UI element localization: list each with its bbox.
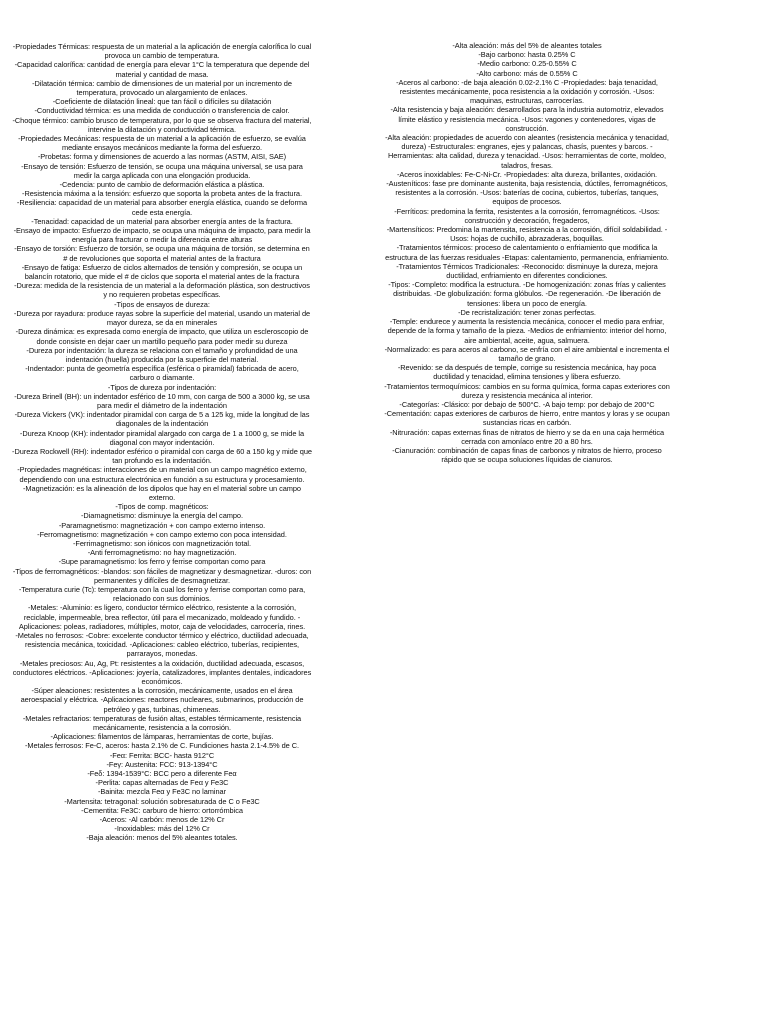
text-entry: -Paramagnetismo: magnetización + con campo externo intenso. <box>58 520 266 530</box>
text-entry: -Bajo carbono: hasta 0.25% C <box>478 50 576 60</box>
text-entry: -De recristalización: tener zonas perfectas. <box>458 307 596 317</box>
text-entry: -Martensíticos: Predomina la martensita, resistencia a la corrosión, difícil soldabilidad. -Usos: hojas de cuchillo, abrazaderas, boquillas. <box>386 225 668 244</box>
text-entry: -Feδ: 1394-1539°C: BCC pero a diferente Feα <box>87 769 237 779</box>
text-entry: -Diamagnetismo: disminuye la energía del campo. <box>81 511 243 521</box>
text-entry: -Coeficiente de dilatación lineal: que tan fácil o difíciles su dilatación <box>52 97 272 107</box>
text-entry: -Dureza Brinell (BH): un indentador esférico de 10 mm, con carga de 500 a 3000 kg, se usa para medir el diámetro de la indentación <box>14 391 310 410</box>
text-entry: -Alta aleación: propiedades de acuerdo con aleantes (resistencia mecánica y tenacidad, dureza) -Estructurales: engranes, ejes y palancas, chasís, puentes y barcos. -Herramientas: alta calidad, dureza y tenacidad. -Usos: herramientas de corte, moldeo, taladros, fresas. <box>385 133 669 170</box>
text-entry: -Metales refractarios: temperaturas de fusión altas, estables térmicamente, resistencia mecánicamente, resistencia a la corrosión. <box>22 713 302 733</box>
right-column <box>382 41 672 464</box>
text-entry: -Metales ferrosos: Fe-C, aceros: hasta 2.1% de C. Fundiciones hasta 2.1-4.5% de C. <box>24 741 299 751</box>
text-entry: -Aplicaciones: filamentos de lámparas, herramientas de corte, bujías. <box>50 732 274 742</box>
text-entry: -Austeníticos: fase pre dominante austenita, baja resistencia, dúctiles, ferromagnéticos, resistentes a la corrosión. -Usos: baterías de cocina, cubiertos, tuberías, tanques, equipos de procesos. <box>386 179 668 207</box>
text-entry: -Resiliencia: capacidad de un material para absorber energía elástica, cuando se deforma cede esta energía. <box>16 198 308 217</box>
text-entry: -Aceros: -Al carbón: menos de 12% Cr <box>99 815 225 825</box>
text-entry: -Inoxidables: más del 12% Cr <box>114 824 210 834</box>
text-entry: -Alto carbono: más de 0.55% C <box>476 68 578 78</box>
text-entry: -Ensayo de torsión: Esfuerzo de torsión, se ocupa una máquina de torsión, se determina en # de revoluciones que soporta el material antes de la fractura <box>14 244 310 263</box>
text-entry: -Propiedades Mecánicas: respuesta de un material a la aplicación de esfuerzo, se evalúa mediante ensayos mecánicos mediante la forma del esfuerzo. <box>18 134 306 153</box>
text-entry: -Tipos de comp. magnéticos: <box>115 502 209 512</box>
text-entry: -Nitruración: capas externas finas de nitratos de hierro y se da en una caja hermética cerrada con amoníaco entre 20 a 80 hrs. <box>389 427 665 446</box>
text-entry: -Dureza Vickers (VK): indentador piramidal con carga de 5 a 125 kg, mide la longitud de las diagonales de la indentación <box>14 410 310 429</box>
text-entry: -Tenacidad: capacidad de un material para absorber energía antes de la fractura. <box>31 216 293 226</box>
text-entry: -Anti ferromagnetismo: no hay magnetización. <box>87 548 237 558</box>
text-entry: -Capacidad calorífica: cantidad de energía para elevar 1°C la temperatura que depende del material y cantidad de masa. <box>14 60 310 79</box>
text-entry: -Ensayo de fatiga: Esfuerzo de ciclos alternados de tensión y compresión, se ocupa un balancín rotatorio, que mide el # de ciclos que soporta el material antes de la fractura <box>21 262 303 282</box>
text-entry: -Categorías: -Clásico: por debajo de 500°C. -A bajo temp: por debajo de 200°C <box>399 399 655 409</box>
text-entry: -Alta aleación: más del 5% de aleantes totales <box>452 41 602 50</box>
text-entry: -Normalizado: es para aceros al carbono, se enfría con el aire ambiental e incrementa el tamaño de grano. <box>384 344 670 363</box>
text-entry: -Conductividad térmica: es una medida de conducción o transferencia de calor. <box>34 106 290 116</box>
text-entry: -Revenido: se da después de temple, corrige su resistencia mecánica, hay poca ductilidad y tenacidad, elimina tensiones y libera esfuerzo. <box>397 363 657 382</box>
text-entry: -Propiedades Térmicas: respuesta de un material a la aplicación de energía calorífica lo cual provoca un cambio de temperatura. <box>12 42 312 61</box>
text-entry: -Medio carbono: 0.25-0.55% C <box>477 59 577 69</box>
text-entry: -Ferrimagnetismo: son iónicos con magnetización total. <box>72 538 252 548</box>
text-entry: -Resistencia máxima a la tensión: esfuerzo que soporta la probeta antes de la fractura. <box>22 189 302 199</box>
text-entry: -Tipos de ferromagnéticos: -blandos: son fáciles de magnetizar y desmagnetizar. -duros: con permanentes y difíciles de desmagnetizar. <box>12 566 312 585</box>
text-entry: -Temple: endurece y aumenta la resistencia mecánica, conocer el medio para enfriar, depende de la forma y tamaño de la pieza. -Medios de enfriamiento: interior del horno, aire ambiental, aceite, agua, salmuera. <box>387 317 667 345</box>
text-entry: -Perlita: capas alternadas de Feα y Fe3C <box>95 778 229 788</box>
text-entry: -Baja aleación: menos del 5% aleantes totales. <box>86 833 238 843</box>
text-entry: -Metales no ferrosos: -Cobre: excelente conductor térmico y eléctrico, ductilidad adecuada, resistencia mecánica, toxicidad. -Aplicaciones: cableo eléctrico, tuberías, recipientes, parrarayos, monedas. <box>15 631 309 659</box>
text-entry: -Súper aleaciones: resistentes a la corrosión, mecánicamente, usados en el área aeroespacial y eléctrica. -Aplicaciones: reactores nucleares, submarinos, producción de petróleo y gas, turbinas, chimeneas. <box>20 686 304 714</box>
text-entry: -Cementación: capas exteriores de carburos de hierro, entre mantos y loras y se ocupan sustancias ricas en carbón. <box>384 409 670 428</box>
text-entry: -Tratamientos térmicos: proceso de calentamiento o enfriamiento que modifica la estructura de las fuerzas residuales -Etapas: calentamiento, permanencia, enfriamiento. <box>385 243 669 262</box>
text-entry: -Cianuración: combinación de capas finas de carbonos y nitratos de hierro, proceso rápido que se ocupa soluciones líquidas de cianuros. <box>392 445 662 465</box>
text-entry: -Probetas: forma y dimensiones de acuerdo a las normas (ASTM, AISI, SAE) <box>37 152 287 162</box>
text-entry: -Aceros inoxidables: Fe-C-Ni-Cr. -Propiedades: alta dureza, brillantes, oxidación. <box>396 169 658 179</box>
text-entry: -Dureza: medida de la resistencia de un material a la deformación plástica, son destructivos y no requieren probetas específicas. <box>14 281 310 300</box>
text-entry: -Tipos de ensayos de dureza: <box>114 299 210 309</box>
text-entry: -Dilatación térmica: cambio de dimensiones de un material por un incremento de temperatura, provocado un alargamiento de enlaces. <box>32 78 292 98</box>
text-entry: -Dureza por rayadura: produce rayas sobre la superficie del material, usando un material de mayor dureza, se da en minerales <box>13 308 311 328</box>
text-entry: -Ferromagnetismo: magnetización + con campo externo con poca intensidad. <box>37 529 287 539</box>
text-entry: -Tratamientos Térmicos Tradicionales: -Reconocido: disminuye la dureza, mejora ductilidad, enfriamiento en diferentes condiciones. <box>396 261 658 281</box>
text-entry: -Indentador: punta de geometría específica (esférica o piramidal) fabricada de acero, carburo o diamante. <box>25 364 299 383</box>
text-entry: -Ferríticos: predomina la ferrita, resistentes a la corrosión, ferromagnéticos. -Usos: construcción y decoración, fregaderos, <box>394 206 660 225</box>
text-entry: -Martensita: tetragonal: solución sobresaturada de C o Fe3C <box>64 796 260 806</box>
text-entry: -Dureza Rockwell (RH): indentador esférico o piramidal con carga de 60 a 150 kg y mide que tan profundo es la indentación. <box>12 446 312 466</box>
text-entry: -Tipos de dureza por indentación: <box>107 382 217 392</box>
text-entry: -Propiedades magnéticas: interacciones de un material con un campo magnético externo, dependiendo con una estructura electrónica en función a su estructura y procesamiento. <box>17 465 307 484</box>
text-entry: -Dureza dinámica: es expresada como energía de impacto, que utiliza un escleroscopio de donde consiste en dejar caer un martillo pequeño para poder medir su dureza <box>15 327 309 346</box>
left-column <box>12 42 312 843</box>
text-entry: -Ensayo de tensión: Esfuerzo de tensión, se ocupa una máquina universal, se usa para medir la carga aplicada con una elongación producida. <box>21 161 303 180</box>
text-entry: -Feγ: Austenita: FCC: 913-1394°C <box>106 759 218 769</box>
text-entry: -Bainita: mezcla Feα y Fe3C no laminar <box>97 787 227 797</box>
text-entry: -Temperatura curie (Tc): temperatura con la cual los ferro y ferrise comportan como para, relacionado con sus dominios. <box>18 584 306 604</box>
text-entry: -Cedencia: punto de cambio de deformación elástica a plástica. <box>59 180 265 190</box>
text-entry: -Dureza Knoop (KH): indentador piramidal alargado con carga de 1 a 1000 g, se mide la diagonal con mayor indentación. <box>19 428 305 447</box>
text-entry: -Feα: Ferrita: BCC- hasta 912°C <box>109 750 215 760</box>
text-entry: -Choque térmico: cambio brusco de temperatura, por lo que se observa fractura del material, intervine la dilatación y conductividad térmica. <box>12 115 312 134</box>
text-entry: -Metales: -Aluminio: es ligero, conductor térmico eléctrico, resistente a la corrosión, reciclable, impermeable, brea reflector, útil para el mecanizado, moldeado y fundido. -Aplicaciones: poleas, radiadores, múltiples, motor, caja de velocidades, carrocería, rines. <box>18 603 306 631</box>
text-entry: -Tipos: -Completo: modifica la estructura. -De homogenización: zonas frías y calientes distribuidas. -De globulización: forma glóbulos. -De regeneración. -De liberación de tensiones: libera un poco de energía. <box>388 280 666 308</box>
text-entry: -Magnetización: es la alineación de los dipolos que hay en el material sobre un campo externo. <box>23 483 301 502</box>
text-entry: -Cementita: Fe3C: carburo de hierro: ortorrómbica <box>81 805 243 815</box>
text-entry: -Alta resistencia y baja aleación: desarrollados para la industria automotriz, elevados límite elástico y resistencia mecánica. -Usos: vagones y contenedores, vigas de construcción. <box>390 105 664 133</box>
text-entry: -Metales preciosos: Au, Ag, Pt: resistentes a la oxidación, ductilidad adecuada, escasos, conductores eléctricos. -Aplicaciones: joyería, catalizadores, implantes dentales, indicadores económicos. <box>12 658 312 687</box>
text-entry: -Aceros al carbono: -de baja aleación 0.02-2.1% C -Propiedades: baja tenacidad, resistentes mecánicamente, poca resistencia a la oxidación y corrosión. -Usos: maquinas, estructuras, carrocerías. <box>396 77 658 106</box>
text-entry: -Dureza por indentación: la dureza se relaciona con el tamaño y profundidad de una indentación (huella) producida por la superficie del material. <box>26 345 298 364</box>
text-entry: -Tratamientos termoquímicos: cambios en su forma química, forma capas exteriores con dureza y resistencia mecánica al interior. <box>384 381 670 400</box>
text-entry: -Ensayo de impacto: Esfuerzo de impacto, se ocupa una máquina de impacto, para medir la energía para fracturar o medir la diferencia entre alturas <box>13 226 311 245</box>
text-entry: -Supe paramagnetismo: los ferro y ferrise comportan como para <box>58 557 266 567</box>
